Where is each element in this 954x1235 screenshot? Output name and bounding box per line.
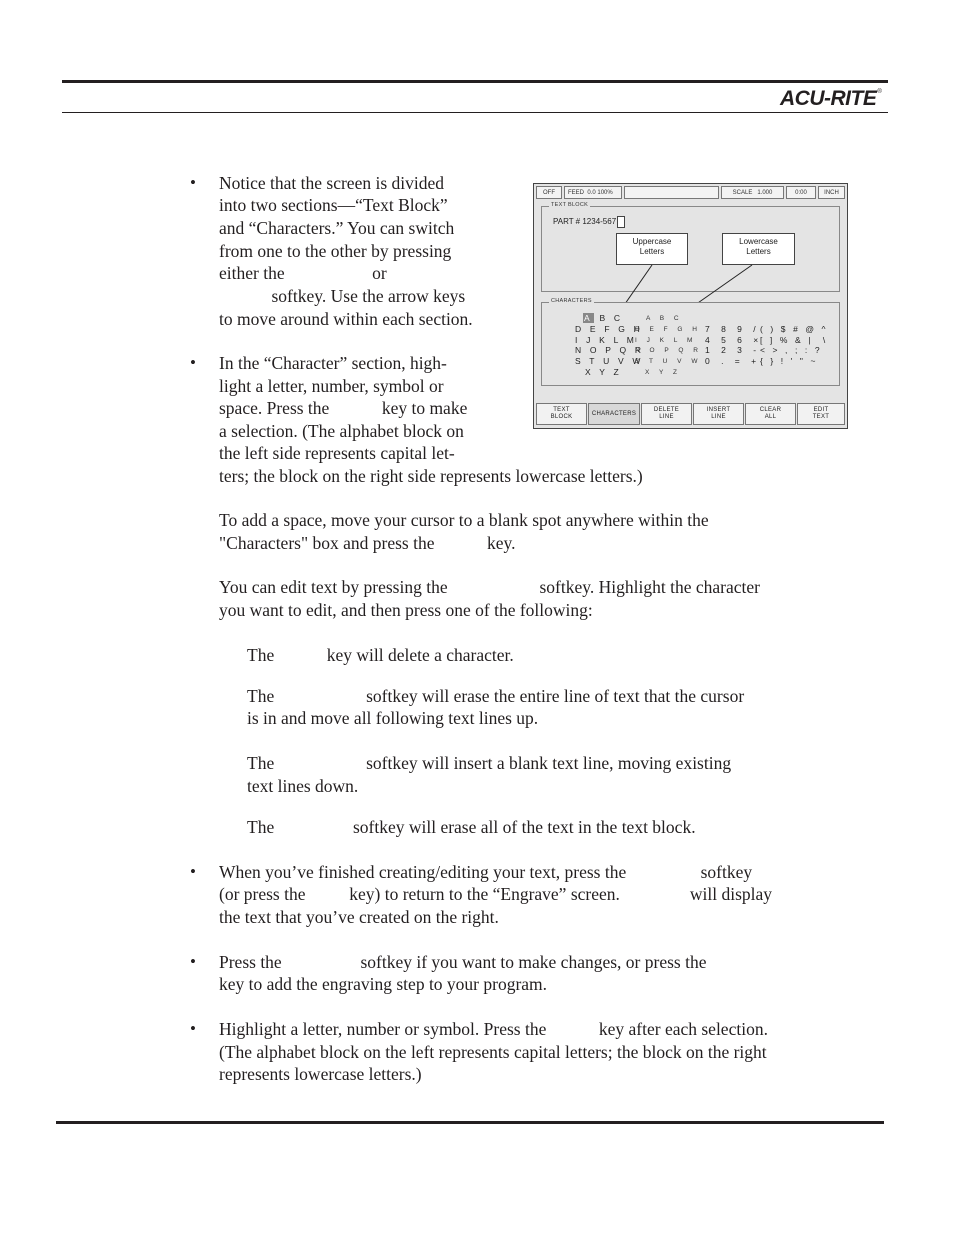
body-text-line: Notice that the screen is divided [219,173,444,193]
characters-title: CHARACTERS [551,298,592,304]
body-text-line: When you’ve finished creating/editing your text, press the softkey [219,862,753,882]
callout-lowercase: Lowercase Letters [722,233,795,265]
body-text-line: The softkey will insert a blank text line, moving existing [247,753,732,773]
body-text-line: (The alphabet block on the left represents capital letters; the block on the right [219,1042,767,1062]
header-bottom-rule [62,112,888,113]
body-text-line: either the or [219,263,387,283]
selected-character[interactable]: A [584,313,593,323]
bullet-marker: • [190,862,196,881]
body-text-line: you want to edit, and then press one of the following: [219,600,593,620]
bullet-marker: • [190,952,196,971]
softkey-insert-line[interactable]: INSERT LINE [693,403,744,425]
lowercase-row[interactable]: A B C [646,315,683,322]
status-scale: SCALE 1.000 [721,186,784,199]
softkey-clear-all[interactable]: CLEAR ALL [745,403,796,425]
body-text-line: key to add the engraving step to your program. [219,974,548,994]
status-units: INCH [818,186,845,199]
uppercase-row[interactable]: S T U V W [575,356,644,366]
body-text-line: light a letter, number, symbol or [219,376,444,396]
uppercase-row[interactable]: N O P Q R [575,345,645,355]
number-row[interactable]: 1 2 3 - [705,345,761,355]
body-text-line: Highlight a letter, number or symbol. Press the key after each selection. [219,1019,768,1039]
status-off: OFF [536,186,562,199]
body-text-line: In the “Character” section, high- [219,353,447,373]
lowercase-row[interactable]: X Y Z [645,369,682,376]
text-block-title: TEXT BLOCK [551,202,589,208]
uppercase-row[interactable]: D E F G H [575,324,643,334]
symbol-row[interactable]: { } ! ' " ~ [760,356,819,366]
symbol-row[interactable]: ( ) $ # @ ^ [760,324,829,334]
softkey-text-block[interactable]: TEXT BLOCK [536,403,587,425]
uppercase-row[interactable]: X Y Z [585,367,622,377]
body-text-line: text lines down. [247,776,359,796]
body-text-line: from one to the other by pressing [219,241,452,261]
bullet-marker: • [190,353,196,372]
body-text-line: space. Press the key to make [219,398,468,418]
lowercase-row[interactable]: D E F G H [635,326,701,333]
body-text-line: Press the softkey if you want to make changes, or press the [219,952,707,972]
status-time: 0:00 [786,186,816,199]
body-text-line: to move around within each section. [219,309,473,329]
body-text-line: and “Characters.” You can switch [219,218,455,238]
number-row[interactable]: 4 5 6 × [705,335,763,345]
body-text-line: softkey. Use the arrow keys [219,286,466,306]
text-block-content[interactable]: PART # 1234-567 [553,216,625,228]
body-text-line: is in and move all following text lines up. [247,708,539,728]
body-text-line: The key will delete a character. [247,645,514,665]
body-text-line: ters; the block on the right side represents lowercase letters.) [219,466,643,486]
body-text-line: To add a space, move your cursor to a blank spot anywhere within the [219,510,709,530]
body-text-line: the text that you’ve created on the right. [219,907,499,927]
body-text-line: You can edit text by pressing the softkey. Highlight the character [219,577,760,597]
body-text-line: "Characters" box and press the key. [219,533,516,553]
body-text-line: The softkey will erase all of the text in the text block. [247,817,696,837]
lowercase-row[interactable]: I J K L M [635,337,697,344]
body-text-line: represents lowercase letters.) [219,1064,422,1084]
status-feed: FEED 0.0 100% [564,186,622,199]
body-text-line: into two sections—“Text Block” [219,195,448,215]
brand-logo: ACU-RITE® [780,87,882,110]
body-text-line: a selection. (The alphabet block on [219,421,464,441]
callout-uppercase: Uppercase Letters [616,233,688,265]
footer-rule [56,1121,884,1124]
symbol-row[interactable]: [ ] % & | \ [760,335,828,345]
body-text-line: the left side represents capital let- [219,443,455,463]
lowercase-row[interactable]: N O P Q R [635,347,702,354]
uppercase-row[interactable]: A B C [584,313,624,323]
number-row[interactable]: 0 . = + [705,356,761,366]
uppercase-row[interactable]: I J K L M [575,335,638,345]
number-row[interactable]: 7 8 9 / [705,324,761,334]
bullet-marker: • [190,173,196,192]
softkey-edit-text[interactable]: EDIT TEXT [797,403,845,425]
bullet-marker: • [190,1019,196,1038]
engrave-screen-figure [533,183,848,429]
body-text-line: The softkey will erase the entire line of text that the cursor [247,686,745,706]
softkey-delete-line[interactable]: DELETE LINE [641,403,692,425]
header-top-rule [62,80,888,83]
body-text-line: (or press the key) to return to the “Engrave” screen. will display [219,884,773,904]
lowercase-row[interactable]: S T U V W [635,358,702,365]
softkey-characters[interactable]: CHARACTERS [588,403,640,425]
symbol-row[interactable]: < > , ; : ? [760,345,823,355]
